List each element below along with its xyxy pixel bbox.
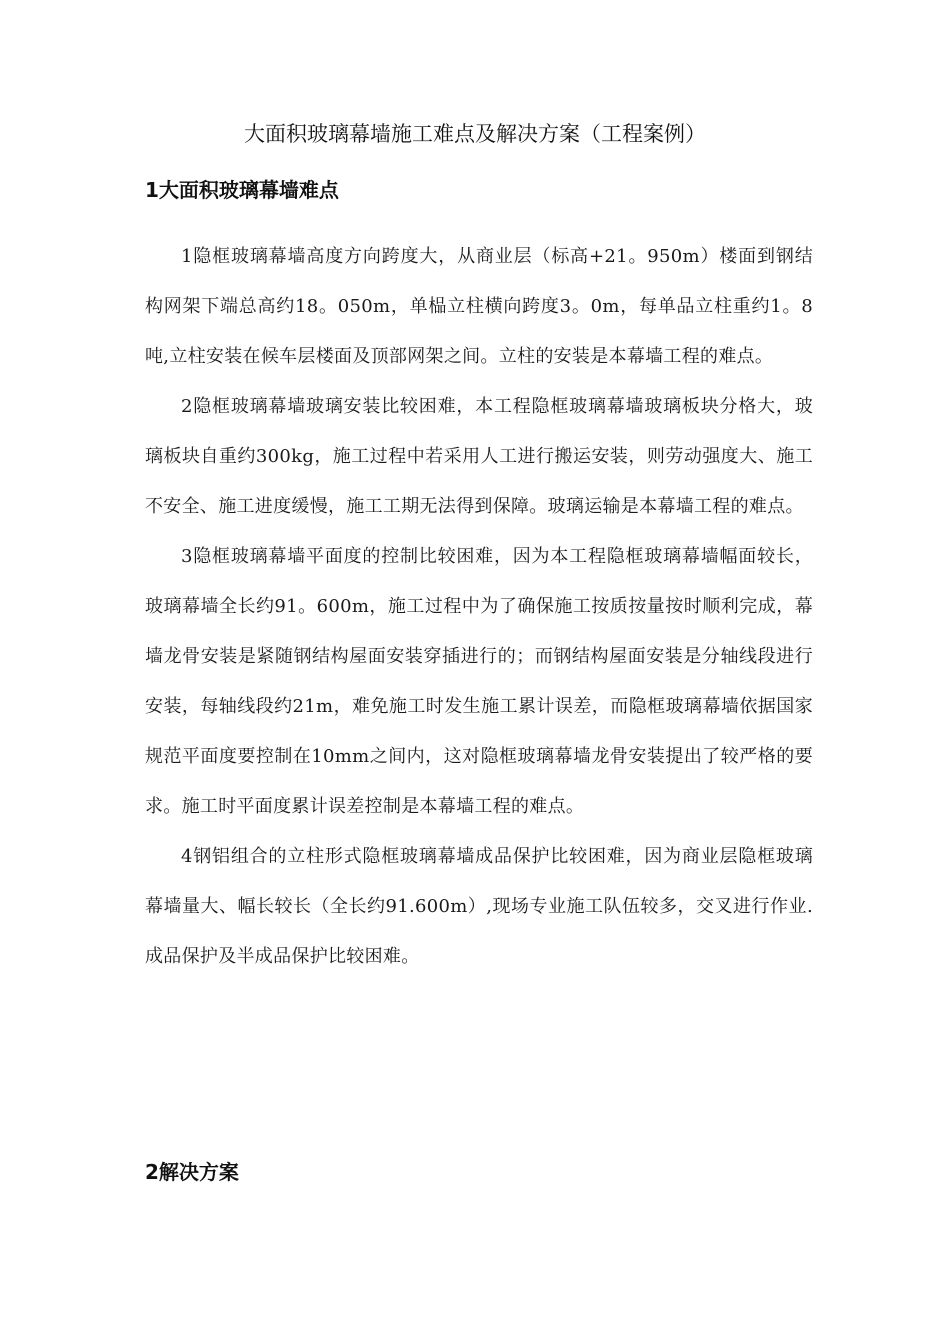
section-heading-solutions: 2解决方案 — [145, 1160, 239, 1184]
section-heading-difficulties: 1大面积玻璃幕墙难点 — [145, 178, 339, 202]
paragraph-4: 4钢铝组合的立柱形式隐框玻璃幕墙成品保护比较困难，因为商业层隐框玻璃幕墙量大、幅长较长（全长约91.600m）,现场专业施工队伍较多，交叉进行作业.成品保护及半成品保护比较困难。 — [145, 846, 813, 967]
paragraph-3: 3隐框玻璃幕墙平面度的控制比较困难，因为本工程隐框玻璃幕墙幅面较长，玻璃幕墙全长约91。600m，施工过程中为了确保施工按质按量按时顺利完成，幕墙龙骨安装是紧随钢结构屋面安装穿插进行的；而钢结构屋面安装是分轴线段进行安装，每轴线段约21m，难免施工时发生施工累计误差，而隐框玻璃幕墙依据国家规范平面度要控制在10mm之间内，这对隐框玻璃幕墙龙骨安装提出了较严格的要求。施工时平面度累计误差控制是本幕墙工程的难点。 — [145, 546, 813, 817]
document-title: 大面积玻璃幕墙施工难点及解决方案（工程案例） — [244, 122, 706, 146]
paragraph-2: 2隐框玻璃幕墙玻璃安装比较困难，本工程隐框玻璃幕墙玻璃板块分格大，玻璃板块自重约300kg，施工过程中若采用人工进行搬运安装，则劳动强度大、施工不安全、施工进度缓慢，施工工期无法得到保障。玻璃运输是本幕墙工程的难点。 — [145, 396, 813, 517]
paragraph-1: 1隐框玻璃幕墙高度方向跨度大，从商业层（标高+21。950m）楼面到钢结构网架下端总高约18。050m，单榀立柱横向跨度3。0m，每单品立柱重约1。8吨,立柱安装在候车层楼面及顶部网架之间。立柱的安装是本幕墙工程的难点。 — [145, 246, 813, 367]
section-body-difficulties — [145, 232, 813, 982]
